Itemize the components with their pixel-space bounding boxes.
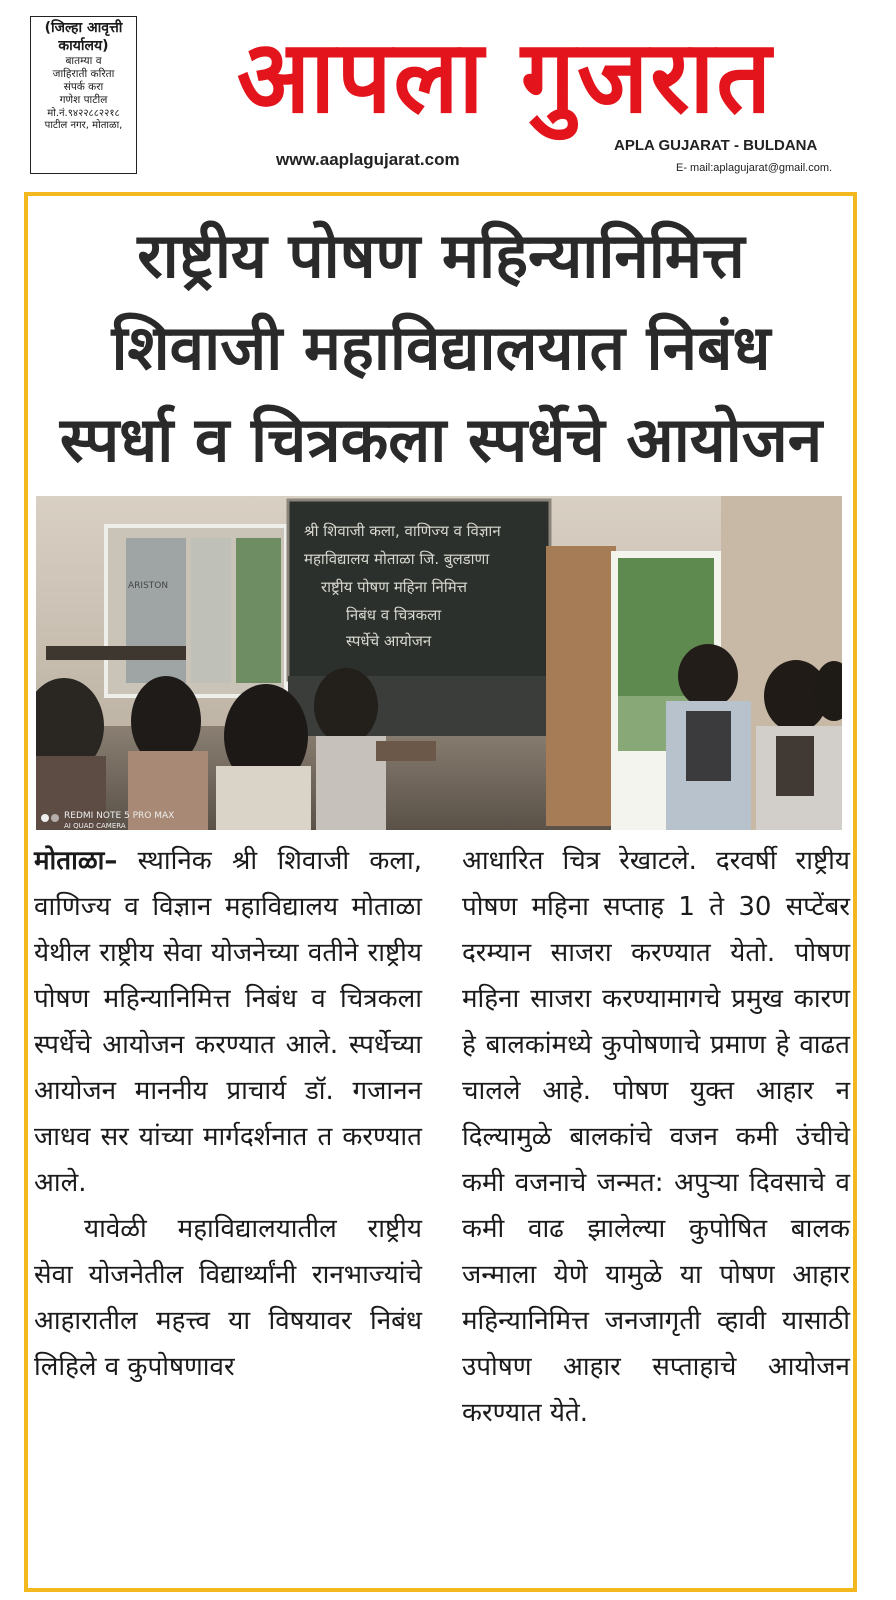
ac-label: ARISTON (128, 581, 169, 591)
headline-line: स्पर्धा व चित्रकला स्पर्धेचे आयोजन (59, 403, 823, 476)
headline-line: राष्ट्रीय पोषण महिन्यानिमित्त (137, 219, 745, 292)
classroom-photo (36, 496, 842, 830)
newspaper-masthead: आपला गुजरात (236, 18, 774, 136)
headline-line: शिवाजी महाविद्यालयात निबंध (111, 311, 771, 384)
office-line: गणेश पाटील (59, 94, 108, 107)
office-line: बातम्या व (65, 55, 102, 67)
blackboard-text: निबंध व चित्रकला (346, 606, 442, 624)
classroom-photo-illustration (36, 496, 842, 830)
office-line: जाहिराती करिता (52, 68, 115, 81)
office-phone: मो.नं.९४२२८८२२१८ (47, 107, 120, 119)
article-paragraph (34, 838, 422, 1206)
camera-watermark-sub: AI QUAD CAMERA (64, 822, 126, 830)
office-title: (जिल्हा आवृत्ती कार्यालय) (44, 20, 123, 54)
blackboard-text: स्पर्धेचे आयोजन (346, 632, 432, 650)
article-paragraph: यावेळी महाविद्यालयातील राष्ट्रीय सेवा योजनेतील विद्यार्थ्यांनी रानभाज्यांचे आहारातील महत्त्व या विषयावर निबंध लिहिले व कुपोषणावर (34, 1214, 422, 1382)
blackboard-text: श्री शिवाजी कला, वाणिज्य व विज्ञान (304, 522, 501, 540)
office-contact-box (30, 16, 137, 174)
blackboard-text: राष्ट्रीय पोषण महिना निमित्त (321, 578, 468, 596)
blackboard-text: महाविद्यालय मोताळा जि. बुलडाणा (304, 550, 490, 568)
website-link[interactable]: www.aaplagujarat.com (276, 150, 460, 169)
email-address[interactable]: E- mail:aplagujarat@gmail.com. (676, 162, 833, 174)
article-column-left (34, 838, 422, 1390)
edition-label: APLA GUJARAT - BULDANA (614, 137, 818, 154)
article-column-right (462, 838, 850, 1436)
office-address: पाटील नगर, मोताळा, (44, 120, 123, 131)
article-headline (36, 210, 846, 486)
camera-watermark: REDMI NOTE 5 PRO MAX (64, 811, 175, 821)
article-dateline: मोताळा– (34, 846, 118, 876)
article-text: स्थानिक श्री शिवाजी कला, वाणिज्य व विज्ञान महाविद्यालय मोताळा येथील राष्ट्रीय सेवा योजनेच्या वतीने राष्ट्रीय पोषण महिन्यानिमित्त निबंध व चित्रकला स्पर्धेचे आयोजन करण्यात आले. स्पर्धेच्या आयोजन माननीय प्राचार्य डॉ. गजानन जाधव सर यांच्या मार्गदर्शनात त करण्यात आले. (34, 846, 422, 1198)
article-paragraph: आधारित चित्र रेखाटले. दरवर्षी राष्ट्रीय पोषण महिना सप्ताह 1 ते 30 सप्टेंबर दरम्यान साजरा करण्यात येतो. पोषण महिना साजरा करण्यामागचे प्रमुख कारण हे बालकांमध्ये कुपोषणाचे प्रमाण हे वाढत चालले आहे. पोषण युक्त आहार न दिल्यामुळे बालकांचे वजन कमी उंचीचे कमी वजनाचे जन्मत: अपुऱ्या दिवसाचे व कमी वाढ झालेल्या कुपोषित बालक जन्माला येणे यामुळे या पोषण आहार महिन्यानिमित्त जनजागृती व्हावी यासाठी उपोषण आहार सप्ताहाचे आयोजन करण्यात येते. (462, 846, 850, 1428)
office-line: संपर्क करा (63, 81, 104, 94)
